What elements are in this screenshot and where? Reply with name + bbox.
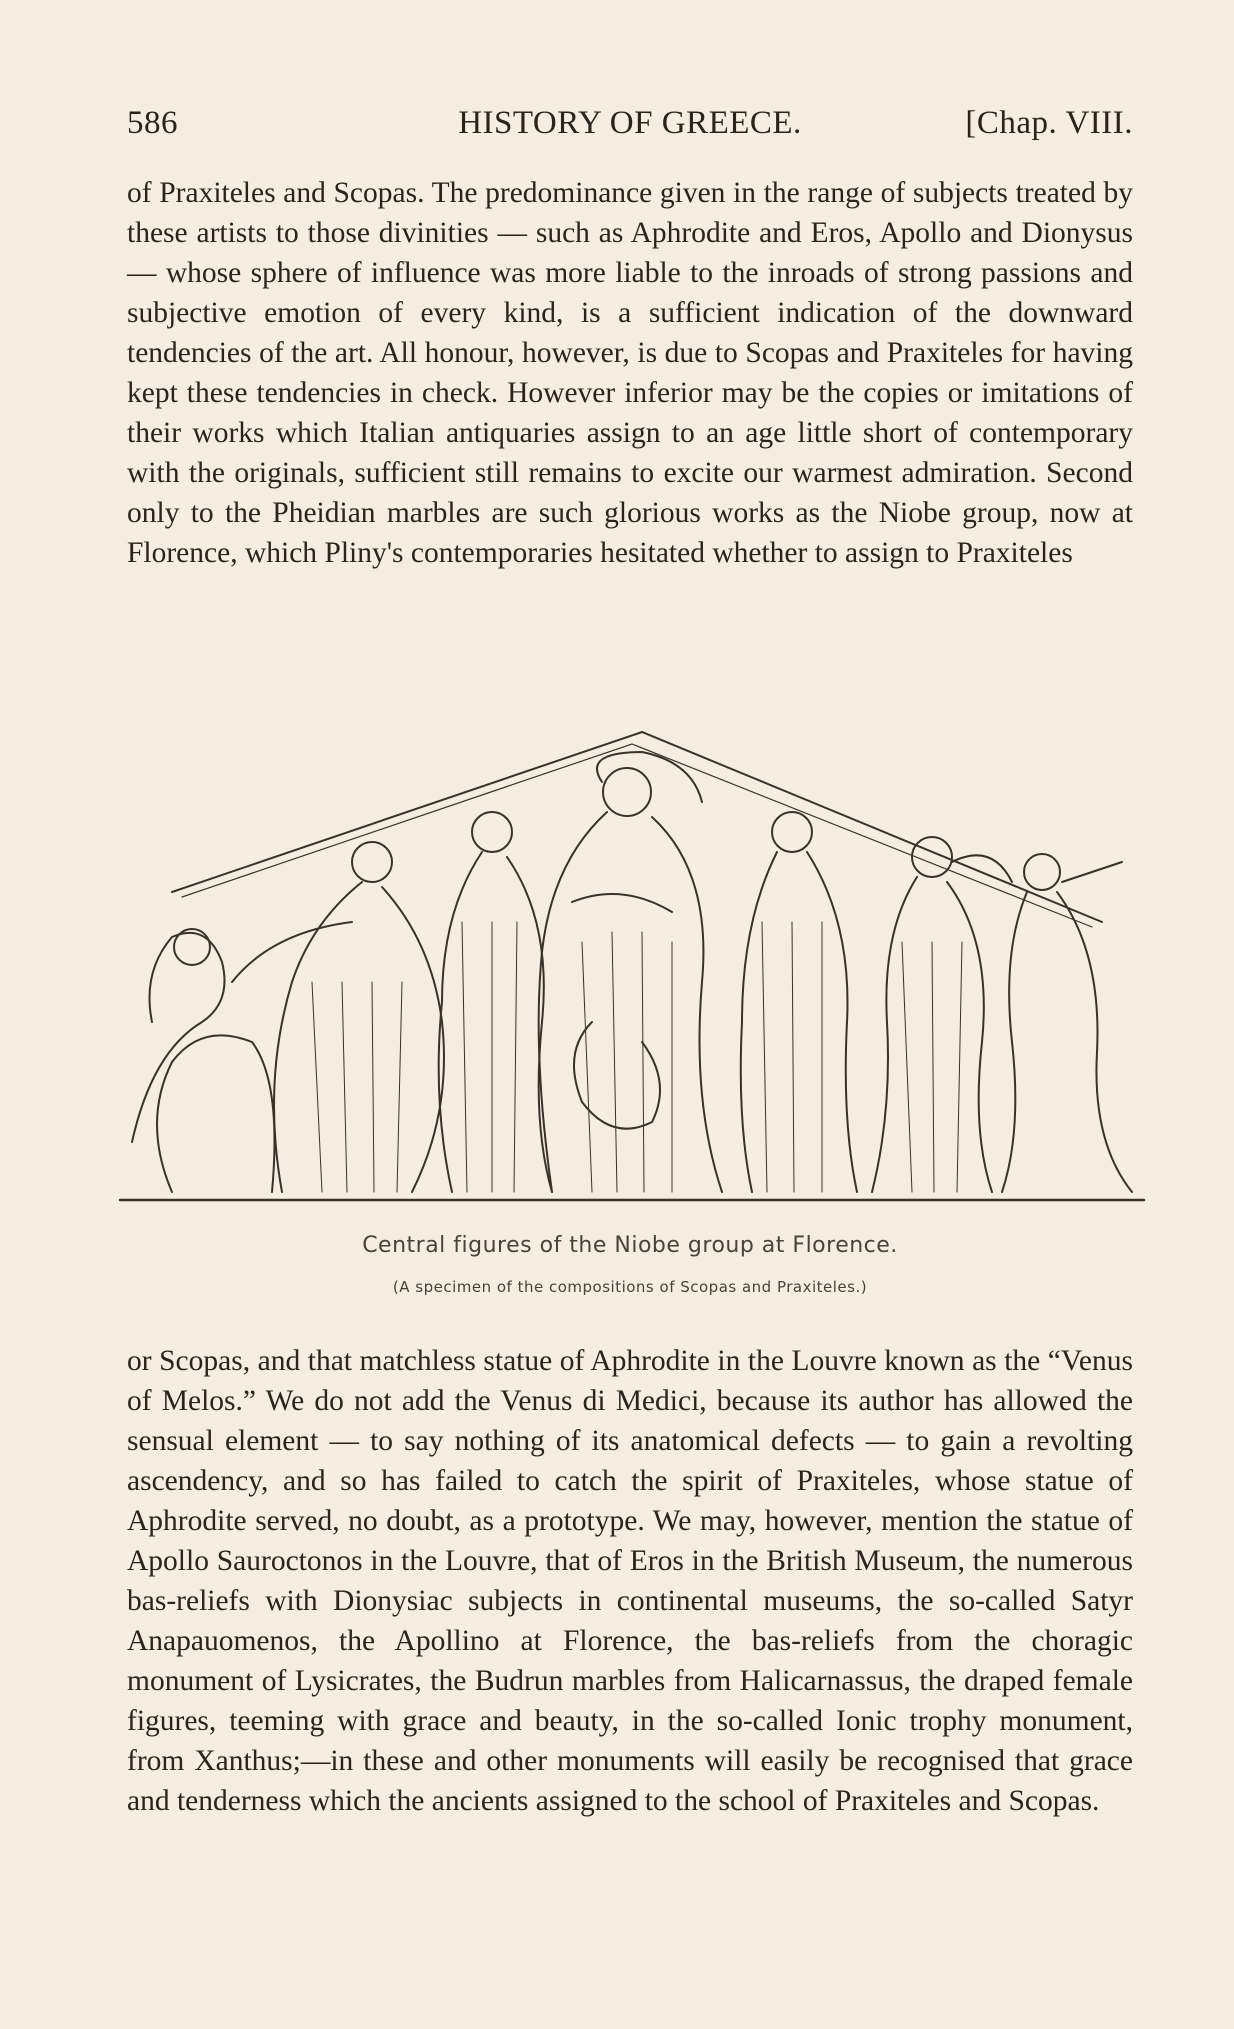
paragraph-1: of Praxiteles and Scopas. The predominance given in the range of subjects treated by these artists to those divinities — such as Aphrodite and Eros, Apollo and Dionysus — whose sphere of influence was more liable to the inroads of strong passions and subjective emotion of every kind, is a sufficient indication of the downward tendencies of the art. All honour, however, is due to Scopas and Praxiteles for having kept these tendencies in check. However inferior may be the copies or imitations of their works which Italian antiquaries assign to an age little short of contemporary with the originals, sufficient still remains to excite our warmest admiration. Second only to the Pheidian marbles are such glorious works as the Niobe group, now at Florence, which Pliny's contemporaries hesitated whether to assign to Praxiteles bbox=[127, 177, 1133, 569]
chapter-label: [Chap. VIII. bbox=[965, 105, 1133, 141]
figure-subcaption: (A specimen of the compositions of Scopas and Praxiteles.) bbox=[392, 1278, 868, 1296]
running-header bbox=[127, 105, 1133, 153]
page-number: 586 bbox=[127, 105, 178, 141]
paragraph-2: or Scopas, and that matchless statue of Aphrodite in the Louvre known as the “Venus of Melos.” We do not add the Venus di Medici, because its author has allowed the sensual element — to say nothing of its anatomical defects — to gain a revolting ascendency, and so has failed to catch the spirit of Praxiteles, whose statue of Aphrodite served, no doubt, as a prototype. We may, however, mention the statue of Apollo Sauroctonos in the Louvre, that of Eros in the British Museum, the numerous bas-reliefs with Dionysiac subjects in continental museums, the so-called Satyr Anapauomenos, the Apollino at Florence, the bas-reliefs from the choragic monument of Lysicrates, the Budrun marbles from Halicarnassus, the draped female figures, teeming with grace and beauty, in the so-called Ionic trophy monument, from Xanthus;—in these and other monuments will easily be recognised that grace and tenderness which the ancients assigned to the school of Praxiteles and Scopas. bbox=[127, 1345, 1133, 1817]
book-title: HISTORY OF GREECE. bbox=[458, 105, 802, 141]
figure-caption: Central figures of the Niobe group at Florence. bbox=[362, 1233, 898, 1258]
niobe-engraving bbox=[112, 722, 1152, 1212]
niobe-group-illustration bbox=[112, 722, 1152, 1212]
